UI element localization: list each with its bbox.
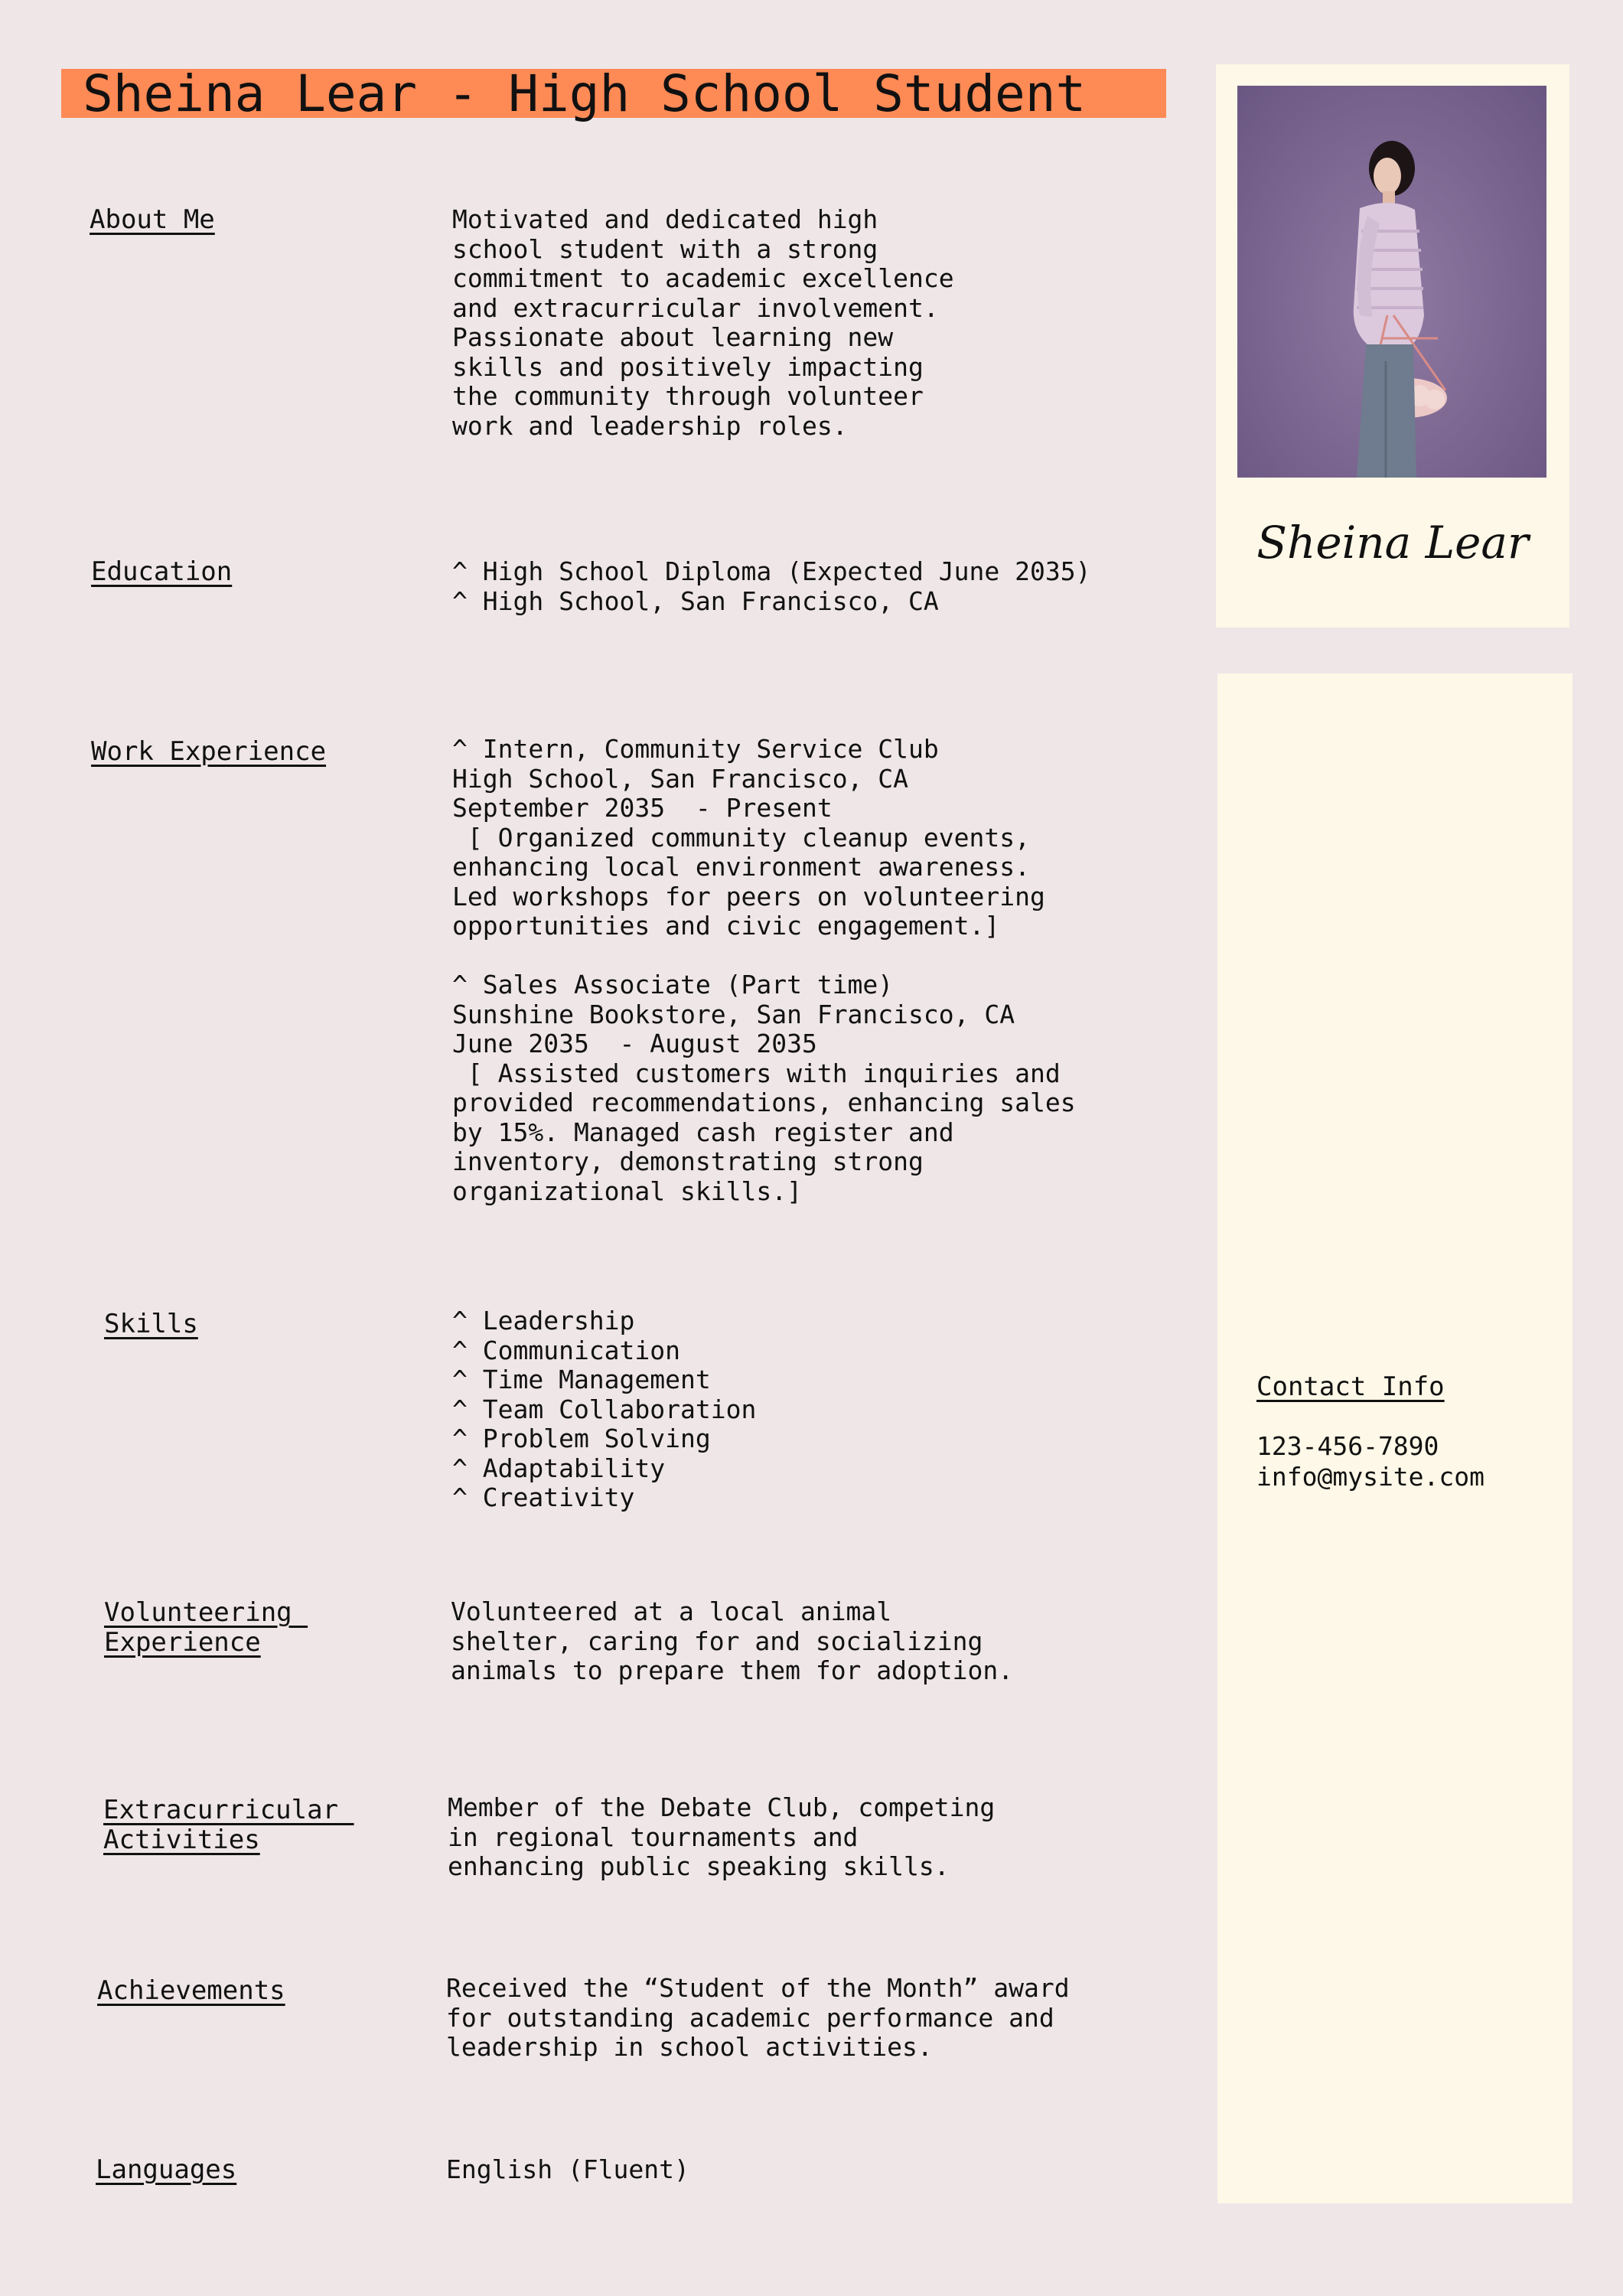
work-experience-label: Work Experience <box>91 736 327 767</box>
work-experience-text: ^ Intern, Community Service Club High School, San Francisco, CA September 2035 - Present [ Organized community cleanup events, enhancing local environment awareness. Led workshops for peers on volunteering opportunities and civic engagement.] ^ Sales Associate (Part time) Sunshine Bookstore, San Francisco, CA June 2035 - August 2035 [ Assisted customers with inquiries and provided recommendations, enhancing sales by 15%. Managed cash register and inventory, demonstrating strong organizational skills.] <box>452 734 1076 1206</box>
achievements-text: Received the “Student of the Month” award for outstanding academic performance and leadership in school activities. <box>446 1973 1070 2062</box>
page-title: Sheina Lear - High School Student <box>83 64 1087 123</box>
volunteering-label: Volunteering Experience <box>104 1597 292 1658</box>
skills-text: ^ Leadership ^ Communication ^ Time Management ^ Team Collaboration ^ Problem Solving ^ Adaptability ^ Creativity <box>452 1306 757 1512</box>
languages-text: English (Fluent) <box>446 2154 689 2184</box>
volunteering-text: Volunteered at a local animal shelter, caring for and socializing animals to prepare them for adoption. <box>451 1596 1014 1685</box>
languages-label: Languages <box>96 2154 237 2185</box>
contact-card <box>1217 673 1572 2203</box>
title-bar <box>61 64 1166 123</box>
extracurricular-label: Extracurricular Activities <box>103 1795 339 1855</box>
extracurricular-text: Member of the Debate Club, competing in regional tournaments and enhancing public speaking skills. <box>448 1792 996 1881</box>
contact-info-text: 123-456-7890 info@mysite.com <box>1256 1431 1485 1492</box>
about-text: Motivated and dedicated high school student with a strong commitment to academic excellence and extracurricular involvement. Passionate about learning new skills and positively impacting the community through volunteer work and leadership roles. <box>452 204 954 441</box>
profile-card <box>1216 64 1569 628</box>
signature: Sheina Lear <box>1256 517 1529 569</box>
achievements-label: Achievements <box>97 1975 285 2006</box>
education-label: Education <box>91 556 233 587</box>
about-label: About Me <box>90 204 215 235</box>
person-illustration <box>1237 86 1546 478</box>
contact-info-label: Contact Info <box>1256 1371 1445 1402</box>
profile-photo <box>1237 86 1546 478</box>
education-text: ^ High School Diploma (Expected June 2035) ^ High School, San Francisco, CA <box>452 556 1091 616</box>
skills-label: Skills <box>104 1309 198 1339</box>
